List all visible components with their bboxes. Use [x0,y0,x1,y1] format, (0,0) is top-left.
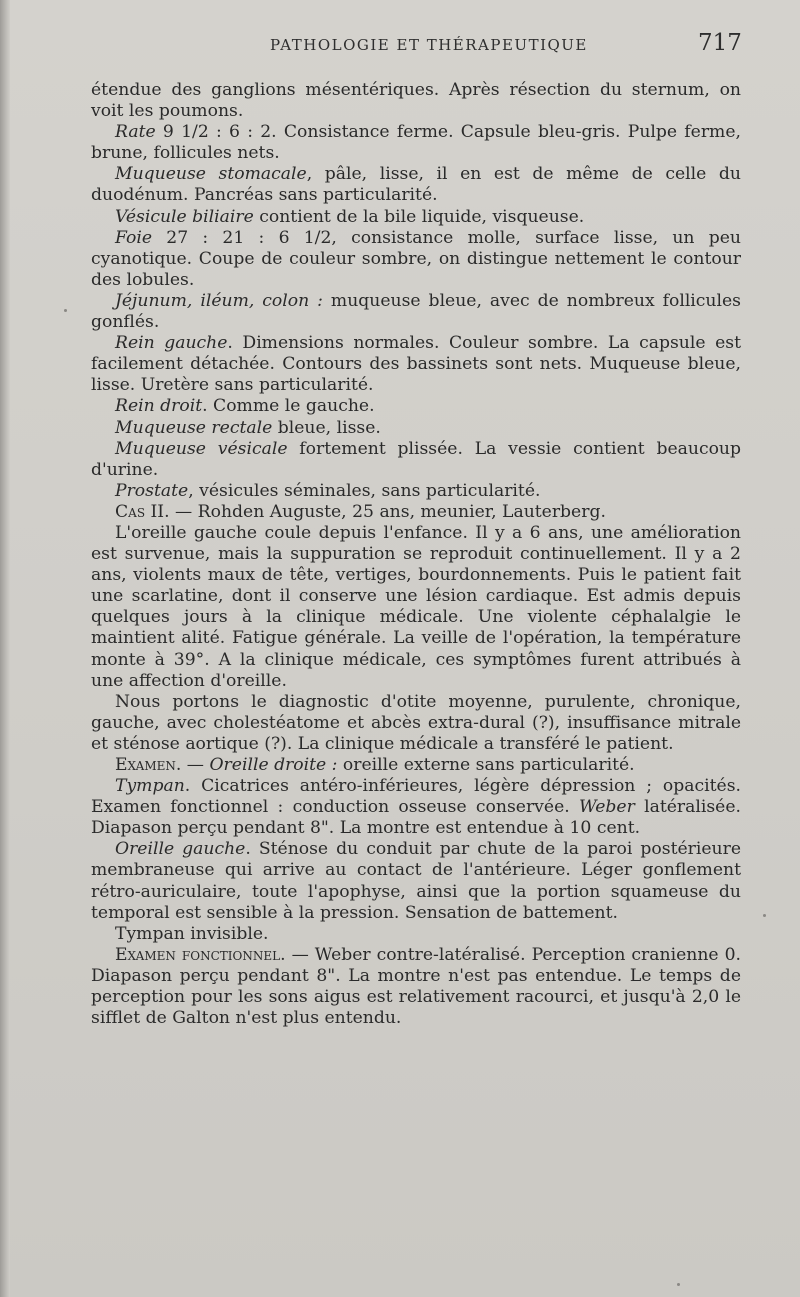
paragraph: Muqueuse vésicale fortement plissée. La vessie contient beaucoup d'urine. [91,438,742,480]
organ-label: Foie [115,227,153,248]
case-number: Cas II. [115,501,170,522]
case-heading: Cas II. — Rohden Auguste, 25 ans, meunier, Lauterberg. [115,501,606,522]
organ-label: Rein droit [115,396,203,417]
paragraph: Examen fonctionnel. — Weber contre-latéralisé. Perception cranienne 0. Diapason perçu pendant 8". La montre n'est pas entendue. Le temps de perception pour les sons aigus est relativement racourci, et jusqu'à 2,0 le sifflet de Galton n'est plus entendu. [91,944,741,1029]
paragraph: Tympan invisible. [115,923,269,944]
organ-label: Muqueuse rectale [115,417,273,438]
paragraph: Nous portons le diagnostic d'otite moyenne, purulente, chronique, gauche, avec cholestéatome et abcès extra-dural (?), insuffisance mitrale et sténose aortique (?). La clinique médicale a transféré le patient. [91,691,741,754]
paragraph: Foie 27 : 21 : 6 1/2, consistance molle, surface lisse, un peu cyanotique. Coupe de couleur sombre, on distingue nettement le contour des lobules. [91,227,741,290]
section-label: Examen fonctionnel. [115,944,286,965]
paragraph: L'oreille gauche coule depuis l'enfance. Il y a 6 ans, une amélioration est survenue, mais la suppuration se reproduit continuellement. Il y a 2 ans, violents maux de tête, vertiges, bourdonnements. Puis le patient fait une scarlatine, dont il conserve une lésion cardiaque. Est admis depuis quelques jours à la clinique médicale. Une violente céphalalgie le maintient alité. Fatigue générale. La veille de l'opération, la température monte à 39°. A la clinique médicale, ces symptômes furent attribués à une affection d'oreille. [91,522,741,691]
organ-label: Vésicule biliaire [115,206,254,227]
term-label: Weber [578,797,635,818]
paragraph: Rein droit. Comme le gauche. [115,396,375,417]
paragraph: Tympan. Cicatrices antéro-inférieures, légère dépression ; opacités. Examen fonctionnel : conduction osseuse conservée. Weber latéralisée. Diapason perçu pendant 8". La montre est entendue à 10 cent. [91,776,741,839]
running-title: PATHOLOGIE ET THÉRAPEUTIQUE [270,36,588,54]
paragraph: étendue des ganglions mésentériques. Après résection du sternum, on voit les poumons. [91,80,741,122]
organ-label: Muqueuse vésicale [115,438,288,459]
organ-label: Rate [115,122,156,143]
organ-label: Jéjunum, iléum, colon : [115,290,323,311]
paper-speck [763,914,766,917]
section-label: Examen. [115,755,182,775]
body-text [91,80,741,1029]
paragraph: Prostate, vésicules séminales, sans particularité. [115,480,541,501]
paragraph: Rate 9 1/2 : 6 : 2. Consistance ferme. Capsule bleu-gris. Pulpe ferme, brune, follicules nets. [91,122,741,164]
organ-label: Prostate [115,480,189,501]
organ-label: Muqueuse stomacale [115,164,307,185]
page-number: 717 [698,30,742,56]
paragraph: Muqueuse rectale bleue, lisse. [115,417,381,438]
paragraph: Examen. — Oreille droite : oreille externe sans particularité. [115,755,635,775]
organ-label: Rein gauche [115,333,228,354]
page-spine-shadow [0,0,10,1297]
paper-speck [64,309,67,312]
organ-label: Tympan [115,776,185,797]
organ-label: Oreille gauche [115,839,246,860]
paper-speck [677,1283,680,1286]
paragraph: Jéjunum, iléum, colon : muqueuse bleue, avec de nombreux follicules gonflés. [91,290,741,333]
organ-label: Oreille droite : [209,755,338,775]
paragraph: Rein gauche. Dimensions normales. Couleur sombre. La capsule est facilement détachée. Contours des bassinets sont nets. Muqueuse bleue, lisse. Uretère sans particularité. [91,333,741,396]
paragraph: Oreille gauche. Sténose du conduit par chute de la paroi postérieure membraneuse qui arrive au contact de l'antérieure. Léger gonflement rétro-auriculaire, toute l'apophyse, ainsi que la portion squameuse du temporal est sensible à la pression. Sensation de battement. [91,839,741,923]
paragraph: Muqueuse stomacale, pâle, lisse, il en est de même de celle du duodénum. Pancréas sans particularité. [91,164,741,206]
paragraph: Vésicule biliaire contient de la bile liquide, visqueuse. [115,206,585,227]
